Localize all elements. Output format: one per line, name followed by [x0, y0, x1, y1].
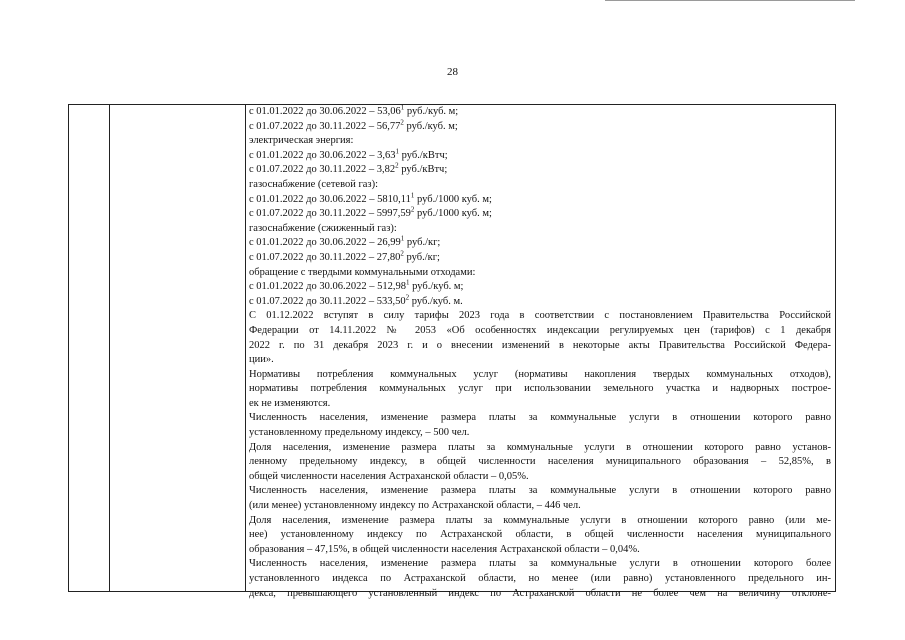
- tariff-line-text: газоснабжение (сетевой газ):: [249, 178, 378, 190]
- paragraph: [249, 368, 831, 412]
- table-column-divider: [109, 105, 110, 591]
- tariff-line-text: газоснабжение (сжиженный газ):: [249, 222, 397, 234]
- paragraph-line: С 01.12.2022 вступят в силу тарифы 2023 года в соответствии с постановлением Правительства Российской: [249, 310, 831, 322]
- tariff-line-unit: руб./куб. м;: [409, 281, 464, 293]
- tariff-line: [249, 105, 831, 120]
- tariff-line: [249, 295, 831, 310]
- paragraph: [249, 411, 831, 440]
- footnote-marker: 2: [400, 249, 404, 258]
- tariff-line: [249, 266, 831, 281]
- paragraph-line: образования – 47,15%, в общей численности населения Астраханской области – 0,04%.: [249, 543, 640, 555]
- scan-edge-line: [605, 0, 855, 1]
- tariff-line-unit: руб./кг;: [404, 237, 441, 249]
- tariff-line-text: с 01.07.2022 до 30.11.2022 – 27,80: [249, 251, 401, 263]
- tariff-line: [249, 280, 831, 295]
- tariff-line-unit: руб./кг;: [403, 251, 440, 263]
- paragraph-line: ции».: [249, 354, 274, 366]
- table-cell-content: [249, 105, 831, 601]
- document-table: [68, 103, 836, 599]
- footnote-marker: 2: [400, 118, 404, 127]
- tariff-line: [249, 120, 831, 135]
- paragraph-line: ек не изменяются.: [249, 397, 331, 409]
- tariff-line: [249, 222, 831, 237]
- paragraph-line: 2022 г. по 31 декабря 2023 г. и о внесении изменений в некоторые акты Правительства Российской Федера-: [249, 339, 831, 351]
- paragraph-line: общей численности населения Астраханской области – 0,05%.: [249, 470, 529, 482]
- paragraph-line: Нормативы потребления коммунальных услуг (нормативы накопления твердых коммунальных отходов),: [249, 368, 831, 380]
- tariff-line-text: с 01.07.2022 до 30.11.2022 – 533,50: [249, 295, 406, 307]
- tariff-line: [249, 178, 831, 193]
- tariff-line-text: с 01.07.2022 до 30.11.2022 – 3,82: [249, 164, 396, 176]
- tariff-line: [249, 149, 831, 164]
- paragraph-line: установленному предельному индексу, – 500 чел.: [249, 427, 470, 439]
- tariff-line-unit: руб./куб. м;: [403, 120, 458, 132]
- paragraph-line: декса, превышающего установленный индекс по Астраханской области не более чем на величину отклоне-: [249, 587, 831, 599]
- tariff-line-text: с 01.01.2022 до 30.06.2022 – 512,98: [249, 281, 407, 293]
- tariff-line: [249, 134, 831, 149]
- paragraph: [249, 484, 831, 513]
- paragraph: [249, 441, 831, 485]
- tariff-line-text: с 01.01.2022 до 30.06.2022 – 26,99: [249, 237, 401, 249]
- tariff-line: [249, 236, 831, 251]
- tariff-line: [249, 163, 831, 178]
- tariff-line-text: обращение с твердыми коммунальными отходами:: [249, 266, 476, 278]
- tariff-line-text: с 01.07.2022 до 30.11.2022 – 5997,59: [249, 208, 411, 220]
- tariff-line-unit: руб./кВтч;: [398, 164, 448, 176]
- paragraph-line: (или менее) установленному индексу по Астраханской области, – 446 чел.: [249, 500, 581, 512]
- tariff-line: [249, 207, 831, 222]
- tariff-line-unit: руб./1000 куб. м;: [414, 193, 492, 205]
- footnote-marker: 1: [410, 191, 415, 200]
- paragraph-line: Федерации от 14.11.2022 № 2053 «Об особенностях индексации регулируемых цен (тарифов) с 1 декабря: [249, 324, 831, 336]
- paragraph-line: нее) установленному индексу по Астраханской области, в общей численности населения муниципального: [249, 529, 831, 541]
- tariff-line-unit: руб./куб. м.: [409, 295, 463, 307]
- footnote-marker: 1: [395, 147, 400, 156]
- paragraph: [249, 557, 831, 601]
- footnote-marker: 2: [410, 205, 415, 214]
- tariff-line-text: электрическая энергия:: [249, 135, 354, 147]
- tariff-line-text: с 01.01.2022 до 30.06.2022 – 53,06: [249, 106, 401, 117]
- tariff-line: [249, 251, 831, 266]
- paragraph: [249, 309, 831, 367]
- paragraph-line: Численность населения, изменение размера платы за коммунальные услуги в отношении которого более: [249, 558, 831, 570]
- tariff-line-text: с 01.01.2022 до 30.06.2022 – 5810,11: [249, 193, 411, 205]
- tariff-line: [249, 193, 831, 208]
- paragraph-line: Численность населения, изменение размера платы за коммунальные услуги в отношении которого равно: [249, 412, 831, 424]
- paragraph-line: ленному предельному индексу, в общей численности населения муниципального образования – 52,85%, в: [249, 456, 831, 468]
- paragraph-line: Доля населения, изменение размера платы за коммунальные услуги в отношении которого равно (или ме-: [249, 514, 831, 526]
- footnote-marker: 2: [405, 293, 410, 302]
- tariff-line-text: с 01.01.2022 до 30.06.2022 – 3,63: [249, 149, 396, 161]
- tariff-line-unit: руб./кВтч;: [399, 149, 448, 161]
- paragraph-line: Доля населения, изменение размера платы за коммунальные услуги в отношении которого равно установ-: [249, 441, 831, 453]
- tariff-line-text: с 01.07.2022 до 30.11.2022 – 56,77: [249, 120, 401, 132]
- footnote-marker: 1: [400, 103, 405, 112]
- tariff-line-unit: руб./куб. м;: [404, 106, 459, 117]
- page-number: 28: [447, 66, 458, 78]
- footnote-marker: 2: [395, 161, 399, 170]
- paragraph-line: Численность населения, изменение размера платы за коммунальные услуги в отношении которого равно: [249, 485, 831, 497]
- paragraph-line: установленного индекса по Астраханской области, но менее (или равно) установленного предельного ин-: [249, 573, 831, 584]
- paragraph-line: нормативы потребления коммунальных услуг при использовании земельного участка и надворных построе-: [249, 383, 831, 395]
- paragraph: [249, 514, 831, 558]
- footnote-marker: 1: [400, 234, 405, 243]
- table-column-divider: [245, 105, 246, 591]
- tariff-line-unit: руб./1000 куб. м;: [414, 208, 492, 220]
- footnote-marker: 1: [406, 278, 410, 287]
